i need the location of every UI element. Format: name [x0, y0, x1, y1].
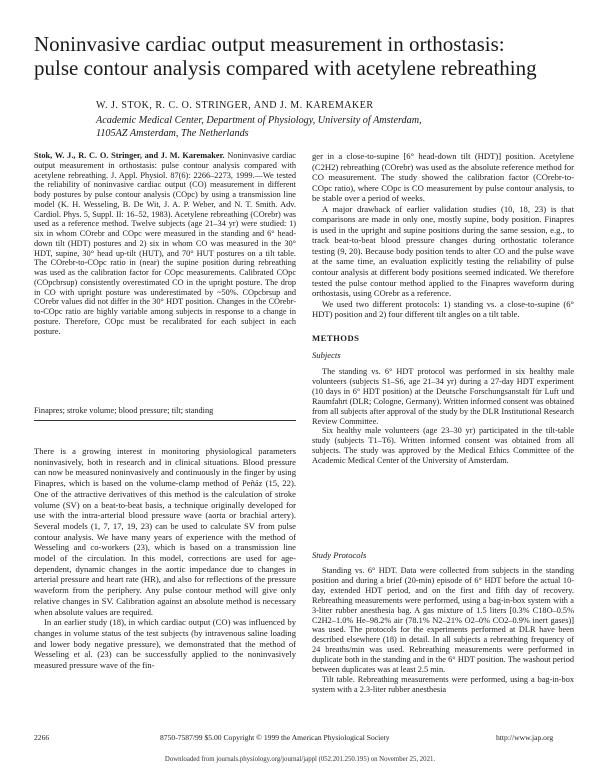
affiliation	[96, 114, 422, 140]
abstract	[34, 151, 296, 336]
intro-paragraph: We used two different protocols: 1) standing vs. a close-to-supine (6° HDT) position and 2) four different tilt angles on a tilt table.	[312, 298, 574, 320]
methods-heading: METHODS	[312, 333, 360, 343]
title-line: Noninvasive cardiac output measurement in orthostasis:	[34, 32, 505, 56]
article-title	[34, 32, 574, 80]
affiliation-line: Academic Medical Center, Department of Physiology, University of Amsterdam,	[96, 115, 422, 126]
protocols-section	[312, 566, 574, 695]
section-paragraph: Tilt table. Rebreathing measurements were performed, using a bag-in-box system with a 2.3-liter rubber anesthesia	[312, 674, 574, 694]
intro-paragraph: A major drawback of earlier validation studies (10, 18, 23) is that comparisons are made in only one, mostly supine, body position. Finapres is used in the upright and supine positions during the same session, e.g., to track beat-to-beat blood pressure changes during orthostatic tolerance testing (9, 20). Because body position tends to alter CO and the pulse wave at the same time, an evaluation explicitly testing the reliability of pulse contour analysis at different body positions seemed indicated. We therefore tested the pulse contour method applied to the Finapres waveform during orthostasis, using COrebr as a reference.	[312, 203, 574, 299]
section-paragraph: Standing vs. 6° HDT. Data were collected from subjects in the standing position and during a brief (20-min) episode of 6° HDT before the actual 10-day, extended HDT period, and on the first and fifth day of recovery. Rebreathing measurements were performed, using a bag-in-box system with a 3-liter rubber anesthesia bag. A gas mixture of 1.5 liters [0.3% C18O–0.5% C2H2–1.0% He–98.2% air (78.1% N2–21% O2–0% CO2–0.9% inert gases)] was used. The protocols for the experiments performed at DLR have been described elsewhere (18) in detail. In all subjects a rebreathing frequency of 24 breaths/min was used. Rebreathing measurements were performed in duplicate both in the standing and in the 6° HDT position. The washout period between duplicates was at least 2.5 min.	[312, 566, 574, 675]
intro-paragraph: In an earlier study (18), in which cardiac output (CO) was influenced by changes in volume status of the test subjects (by intravenous saline loading and lower body negative pressure), we demonstrated that the method of Wesseling et al. (23) can be successfully applied to the noninvasively measured pressure wave of the fin-	[34, 617, 296, 671]
abstract-body: Noninvasive cardiac output measurement in orthostasis: pulse contour analysis compared with acetylene rebreathing. J. Appl. Physiol. 87(6): 2266–2273, 1999.—We tested the reliability of noninvasive cardiac output (CO) measurement in different body postures by pulse contour analysis (COpc) by using a transmission line model (K. H. Wesseling, B. De Wit, J. A. P. Weber, and N. T. Smith. Adv. Cardiol. Phys. 5, Suppl. II: 16–52, 1983). Acetylene rebreathing (COrebr) was used as a reference method. Twelve subjects (age 21–34 yr) were studied: 1) six in whom COrebr and COpc were measured in the standing and 6° head-down tilt (HDT) postures and 2) six in whom CO was measured in the 30° HDT, supine, 30° head up-tilt (HUT), and 70° HUT postures on a tilt table. The COrebr-to-COpc ratio in (near) the supine position during rebreathing was used as the calibration factor for COpc measurements. Calibrated COpc (COpcbrsup) consistently overestimated CO in the upright posture. The drop in CO with upright posture was underestimated by ~50%. COpcbrsup and COrebr values did not differ in the 30° HDT position. Changes in the COrebr-to-COpc ratio are highly variable among subjects in response to a change in posture. Therefore, COpc must be recalibrated for each subject in each posture.	[34, 151, 296, 336]
journal-url[interactable]: http://www.jap.org	[496, 733, 554, 742]
title-line: pulse contour analysis compared with acetylene rebreathing	[34, 56, 537, 80]
introduction	[34, 446, 296, 671]
section-paragraph: The standing vs. 6° HDT protocol was performed in six healthy male volunteers (subjects S1–S6, age 21–34 yr) during a 27-day HDT experiment (10 days in 6° HDT position) at the Deutsche Forschungsanstalt für Luft und Raumfahrt (DLR; Cologne, Germany). Written informed consent was obtained from all subjects after approval of the study by the DLR Institutional Research Review Committee.	[312, 367, 574, 426]
abstract-lead: Stok, W. J., R. C. O. Stringer, and J. M. Karemaker.	[34, 151, 225, 160]
copyright-line: 8750-7587/99 $5.00 Copyright © 1999 the American Physiological Society	[160, 733, 390, 742]
download-note: Downloaded from journals.physiology.org/journal/jappl (052.201.250.195) on November 25, 2021.	[164, 756, 436, 763]
introduction-continued	[312, 151, 574, 320]
page-number: 2266	[34, 733, 50, 742]
intro-paragraph: There is a growing interest in monitoring physiological parameters noninvasively, both in research and in clinical situations. Blood pressure can now be measured noninvasively and continuously in the finger by using Finapres, which is based on the volume-clamp method of Peñáz (15, 22). One of the attractive derivatives of this method is the calculation of stroke volume (SV) on a beat-to-beat basis, a technique originally developed for use with the intra-arterial blood pressure wave (aorta or brachial artery). Several models (1, 7, 17, 19, 23) can be used to calculate SV from pulse contour analysis. We have many years of experience with the method of Wesseling and co-workers (23), which is based on a transmission line model of the circulation. In this model, corrections are used for age-dependent, dynamic changes in the aortic impedance due to changes in arterial pressure and heart rate (HR), and also for reflections of the pressure waveform from the periphery. Any pulse contour method will give only relative changes in SV. Calibration against an absolute method is necessary when absolute values are required.	[34, 446, 296, 617]
divider	[34, 420, 296, 421]
section-paragraph: Six healthy male volunteers (age 23–30 yr) participated in the tilt-table study (subjects T1–T6). Written informed consent was obtained from all subjects. The study was approved by the Medical Ethics Committee of the Academic Medical Center of the University of Amsterdam.	[312, 426, 574, 466]
protocols-heading: Study Protocols	[312, 550, 367, 560]
intro-paragraph: ger in a close-to-supine [6° head-down tilt (HDT)] position. Acetylene (C2H2) rebreathing (COrebr) was used as the absolute reference method for CO measurement. The study showed the calibration factor (COrebr-to-COpc ratio), where COpc is CO measurement by pulse contour analysis, to be stable over a period of weeks.	[312, 151, 574, 204]
author-list: W. J. STOK, R. C. O. STRINGER, AND J. M. KAREMAKER	[96, 100, 374, 111]
affiliation-line: 1105AZ Amsterdam, The Netherlands	[96, 128, 249, 139]
subjects-heading: Subjects	[312, 350, 341, 360]
keywords: Finapres; stroke volume; blood pressure; tilt; standing	[34, 406, 214, 415]
subjects-section	[312, 367, 574, 466]
